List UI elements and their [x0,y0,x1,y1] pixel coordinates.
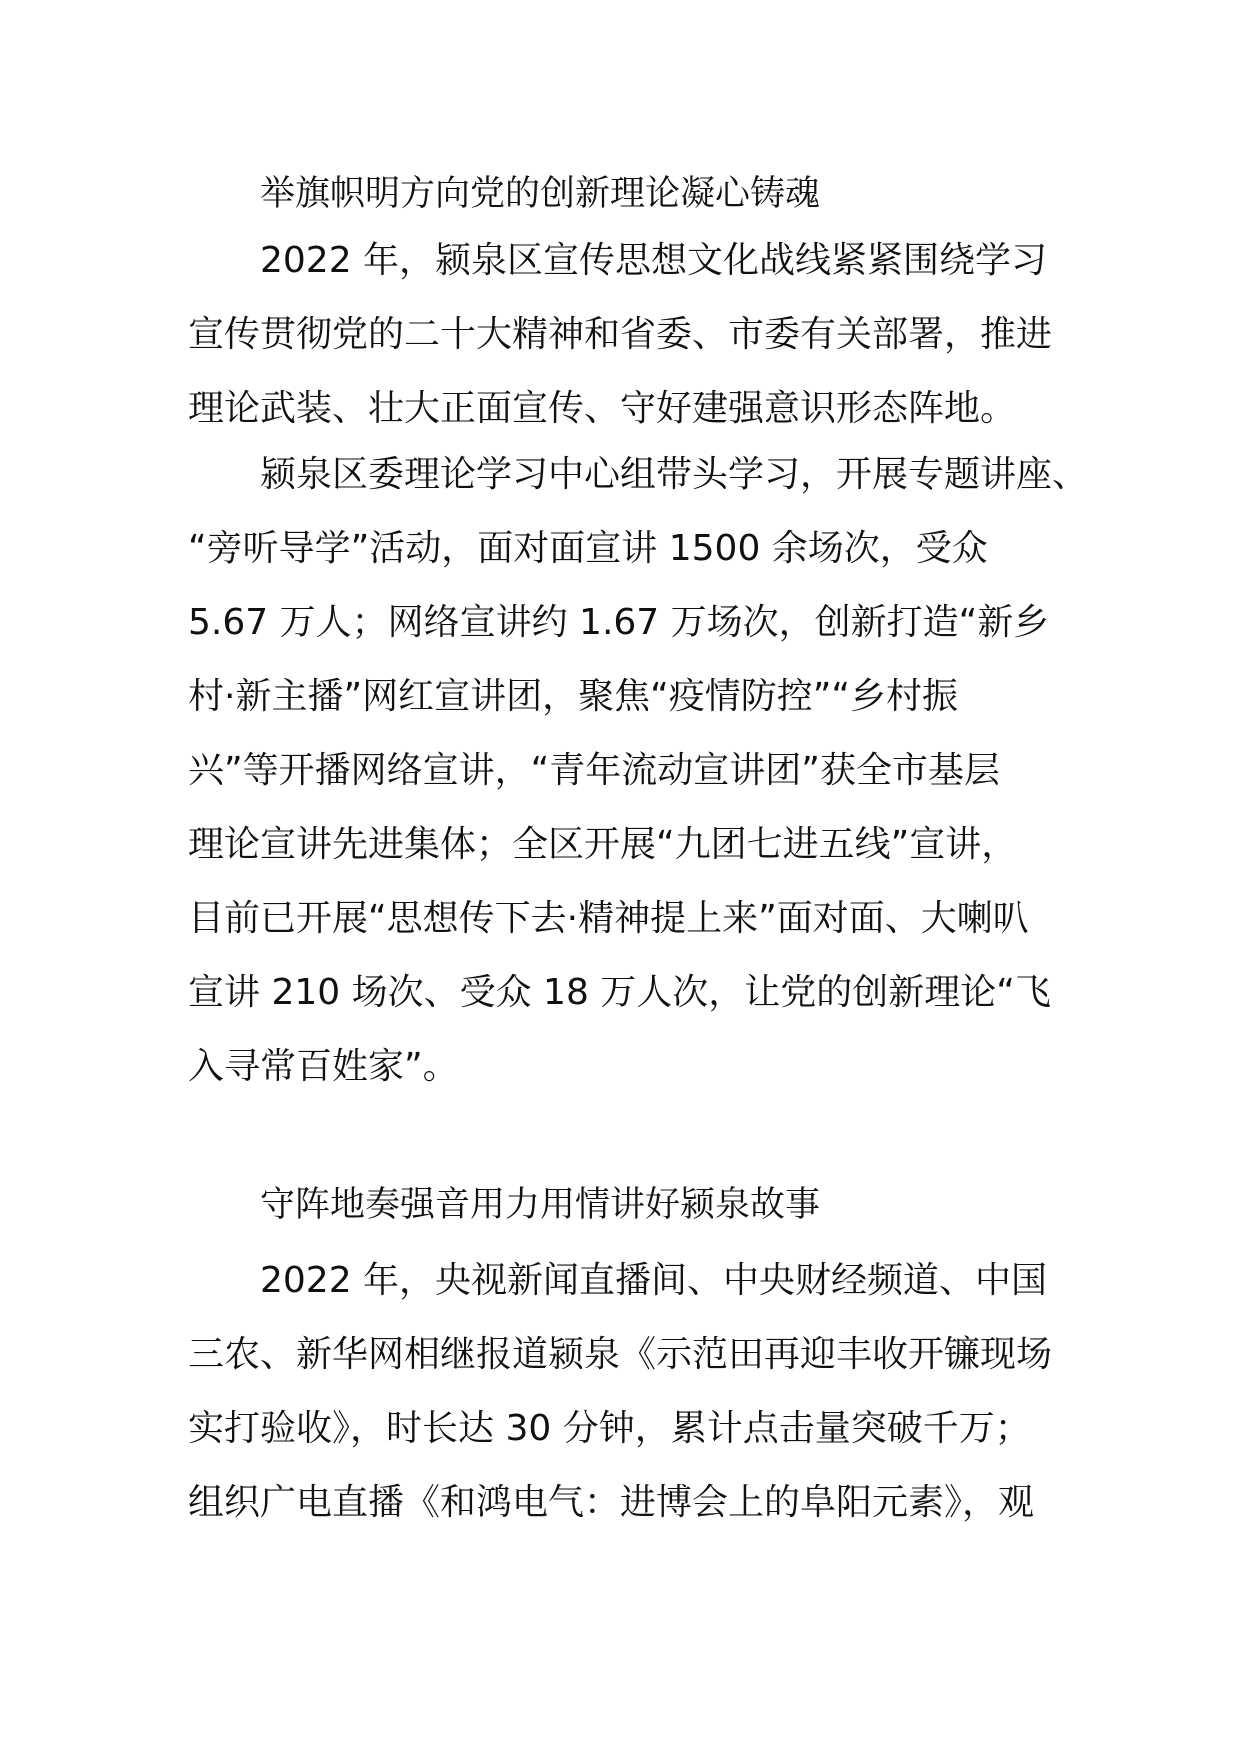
paragraph-line: 2022 年，颍泉区宣传思想文化战线紧紧围绕学习 [260,240,1048,281]
paragraph-2 [188,438,1089,1104]
paragraph-line: 2022 年，央视新闻直播间、中央财经频道、中国 [260,1260,1048,1301]
paragraph-line: 村·新主播”网红宣讲团，聚焦“疫情防控”“乡村振 [188,676,959,717]
paragraph-line: 三农、新华网相继报道颍泉《示范田再迎丰收开镰现场 [188,1334,1053,1375]
paragraph-line: 入寻常百姓家”。 [188,1046,459,1087]
paragraph-line: 颍泉区委理论学习中心组带头学习，开展专题讲座、 [260,454,1089,495]
paragraph-line: 组织广电直播《和鸿电气：进博会上的阜阳元素》，观 [188,1482,1035,1523]
paragraph-line: 目前已开展“思想传下去·精神提上来”面对面、大喇叭 [188,898,1029,939]
paragraph-line: 5.67 万人；网络宣讲约 1.67 万场次，创新打造“新乡 [188,602,1050,643]
paragraph-1 [188,224,1068,446]
section-heading-1: 举旗帜明方向党的创新理论凝心铸魂 [260,174,821,214]
paragraph-line: 宣传贯彻党的二十大精神和省委、市委有关部署，推进 [188,314,1053,355]
paragraph-line: 理论宣讲先进集体；全区开展“九团七进五线”宣讲， [188,824,1018,865]
paragraph-line: 宣讲 210 场次、受众 18 万人次，让党的创新理论“飞 [188,972,1051,1013]
section-heading-2: 守阵地奏强音用力用情讲好颍泉故事 [260,1185,821,1225]
paragraph-line: 理论武装、壮大正面宣传、守好建强意识形态阵地。 [188,388,1017,429]
paragraph-line: 实打验收》，时长达 30 分钟，累计点击量突破千万； [188,1408,1031,1449]
paragraph-line: 兴”等开播网络宣讲，“青年流动宣讲团”获全市基层 [188,750,1000,791]
paragraph-line: “旁听导学”活动，面对面宣讲 1500 余场次，受众 [188,528,988,569]
paragraph-3 [188,1244,1068,1540]
